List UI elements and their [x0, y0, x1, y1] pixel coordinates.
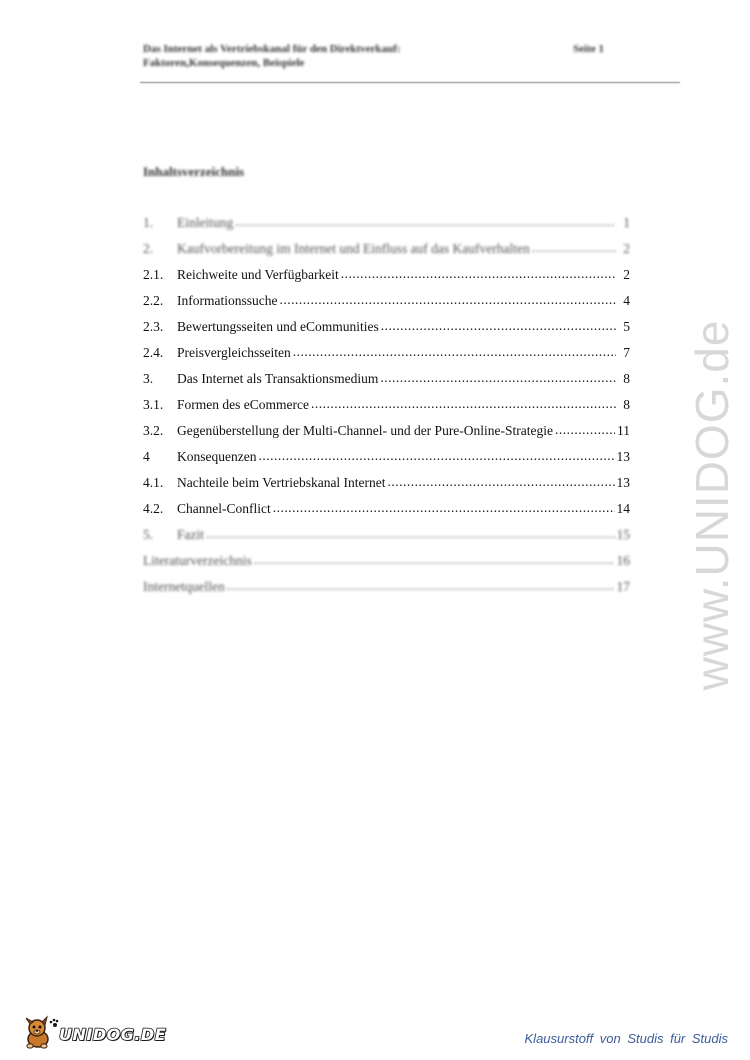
header-page-label: Seite 1 — [573, 43, 604, 55]
toc-dot-leader — [235, 212, 616, 232]
toc-entry-page: 17 — [616, 579, 630, 594]
toc-dot-leader — [381, 316, 616, 336]
toc-dot-leader — [555, 420, 615, 440]
toc-dot-leader — [532, 238, 616, 258]
toc-entry-number: 3.1. — [143, 397, 164, 412]
toc-entry[interactable] — [143, 213, 630, 239]
unidog-logo[interactable] — [22, 1015, 167, 1049]
toc-entry-title: Einleitung — [177, 215, 234, 230]
toc-entry-page: 16 — [616, 553, 630, 568]
toc-entry-number: 2. — [143, 241, 154, 256]
toc-entry-title: Formen des eCommerce — [177, 397, 309, 412]
toc-entry[interactable] — [143, 447, 630, 473]
toc-dot-leader — [254, 550, 615, 570]
toc-entry-page: 2 — [623, 267, 630, 282]
toc-dot-leader — [206, 524, 615, 544]
toc-entry-title: Konsequenzen — [177, 449, 257, 464]
toc-entry-page: 5 — [623, 319, 630, 334]
toc-entry-title: Nachteile beim Vertriebskanal Internet — [177, 475, 386, 490]
toc-entry[interactable] — [143, 343, 630, 369]
toc-entry-page: 1 — [623, 215, 630, 230]
toc-entry-number: 3. — [143, 371, 154, 386]
toc-entry-title: Informationssuche — [177, 293, 278, 308]
running-header — [143, 42, 680, 70]
toc-entry-number: 3.2. — [143, 423, 164, 438]
toc-dot-leader — [273, 498, 615, 518]
dog-mascot-icon — [22, 1015, 60, 1049]
toc-entry-title: Fazit — [177, 527, 204, 542]
toc-entry[interactable] — [143, 551, 630, 577]
toc-entry-title: Kaufvorbereitung im Internet und Einfluss auf das Kaufverhalten — [177, 241, 530, 256]
toc-entry[interactable] — [143, 577, 630, 603]
table-of-contents — [143, 213, 630, 603]
toc-entry-title: Das Internet als Transaktionsmedium — [177, 371, 379, 386]
toc-entry-title: Gegenüberstellung der Multi-Channel- und der Pure-Online-Strategie — [177, 423, 554, 438]
toc-entry-page: 8 — [623, 397, 630, 412]
toc-entry-page: 13 — [616, 449, 630, 464]
footer-slogan: Klausurstoff von Studis für Studis — [524, 1031, 728, 1046]
toc-dot-leader — [380, 368, 616, 388]
toc-entry-title: Reichweite und Verfügbarkeit — [177, 267, 339, 282]
toc-entry-page: 8 — [623, 371, 630, 386]
toc-entry-page: 15 — [616, 527, 630, 542]
toc-entry-title: Channel-Conflict — [177, 501, 271, 516]
toc-dot-leader — [279, 290, 616, 310]
toc-entry-number: 2.3. — [143, 319, 164, 334]
toc-entry-title: Literaturverzeichnis — [143, 553, 252, 568]
toc-entry-page: 2 — [623, 241, 630, 256]
toc-entry-number: 2.4. — [143, 345, 164, 360]
toc-entry-title: Preisvergleichsseiten — [177, 345, 291, 360]
toc-entry[interactable] — [143, 291, 630, 317]
toc-entry[interactable] — [143, 239, 630, 265]
toc-entry-number: 1. — [143, 215, 154, 230]
toc-entry-page: 13 — [616, 475, 630, 490]
toc-entry-number: 2.2. — [143, 293, 164, 308]
toc-entry[interactable] — [143, 265, 630, 291]
toc-entry-page: 7 — [623, 345, 630, 360]
toc-entry-page: 11 — [617, 423, 630, 438]
toc-entry-title: Bewertungsseiten und eCommunities — [177, 319, 379, 334]
toc-entry-number: 4.1. — [143, 475, 164, 490]
toc-entry-number: 2.1. — [143, 267, 164, 282]
toc-entry-title: Internetquellen — [143, 579, 225, 594]
logo-text: UNIDOG.DE — [59, 1025, 167, 1044]
toc-entry-page: 14 — [616, 501, 630, 516]
toc-dot-leader — [258, 446, 614, 466]
toc-entry-number: 5. — [143, 527, 154, 542]
toc-entry[interactable] — [143, 499, 630, 525]
header-title-line2: Faktoren,Konsequenzen, Beispiele — [143, 57, 305, 69]
toc-entry-number: 4.2. — [143, 501, 164, 516]
toc-dot-leader — [227, 576, 615, 596]
toc-title: Inhaltsverzeichnis — [143, 164, 245, 179]
header-title-line1: Das Internet als Vertriebskanal für den Direktverkauf: — [143, 43, 401, 55]
toc-entry[interactable] — [143, 317, 630, 343]
toc-dot-leader — [311, 394, 616, 414]
toc-entry[interactable] — [143, 421, 630, 447]
toc-entry[interactable] — [143, 395, 630, 421]
toc-entry[interactable] — [143, 473, 630, 499]
toc-dot-leader — [388, 472, 615, 492]
toc-entry-page: 4 — [623, 293, 630, 308]
toc-entry[interactable] — [143, 525, 630, 551]
toc-entry[interactable] — [143, 369, 630, 395]
toc-dot-leader — [341, 264, 616, 284]
watermark: www.UNIDOG.de — [686, 319, 738, 691]
header-divider — [140, 82, 680, 83]
toc-entry-number: 4 — [143, 449, 150, 464]
toc-dot-leader — [293, 342, 616, 362]
